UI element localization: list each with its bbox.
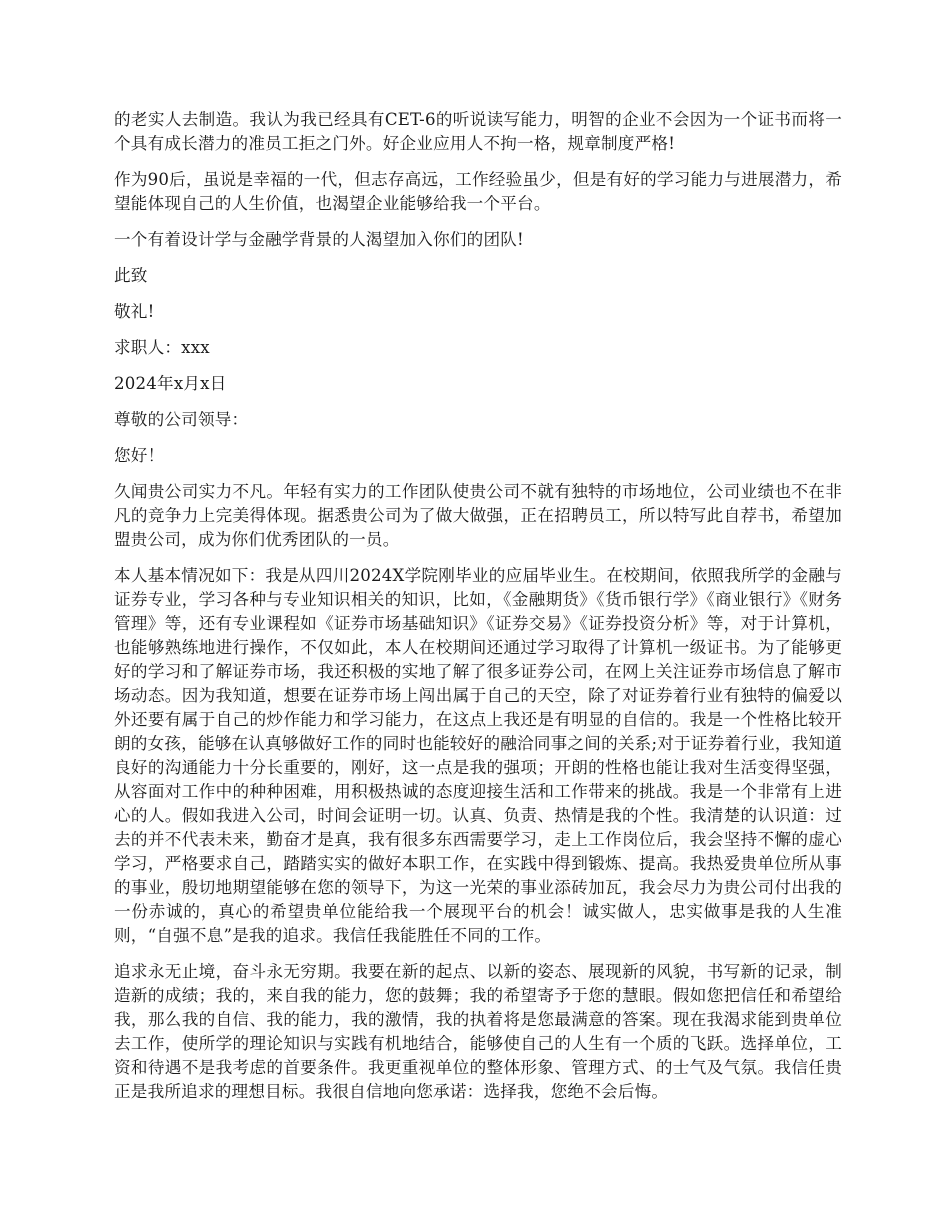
paragraph-design-finance: 一个有着设计学与金融学背景的人渴望加入你们的团队! [114,230,524,249]
document-page [114,108,842,1116]
letter-date: 2024年x月x日 [114,374,227,393]
paragraph-post90: 作为90后，虽说是幸福的一代，但志存高远，工作经验虽少，但是有好的学习能力与进展潜力，希望能体现自己的人生价值，也渴望企业能够给我一个平台。 [114,170,842,213]
salutation: 尊敬的公司领导： [114,410,249,429]
applicant-signature: 求职人：xxx [114,338,210,357]
paragraph-company-intro: 久闻贵公司实力不凡。年轻有实力的工作团队使贵公司不就有独特的市场地位，公司业绩也不在非凡的竞争力上完美得体现。据悉贵公司为了做大做强，正在招聘员工，所以特写此自荐书，希望加盟贵公司，成为你们优秀团队的一员。 [114,482,842,549]
greeting: 您好！ [114,446,165,465]
closing-jingli: 敬礼! [114,302,155,321]
closing-cizhi: 此致 [114,266,148,285]
paragraph-personal-background: 本人基本情况如下：我是从四川2024X学院刚毕业的应届毕业生。在校期间，依照我所学的金融与证券专业，学习各种与专业知识相关的知识，比如，《金融期货》《货币银行学》《商业银行》《财务管理》等，还有专业课程如《证券市场基础知识》《证券交易》《证券投资分析》等，对于计算机，也能够熟练地进行操作，不仅如此，本人在校期间还通过学习取得了计算机一级证书。为了能够更好的学习和了解证券市场，我还积极的实地了解了很多证券公司，在网上关注证券市场信息了解市场动态。因为我知道，想要在证券市场上闯出属于自己的天空，除了对证券着行业有独特的偏爱以外还要有属于自己的炒作能力和学习能力，在这点上我还是有明显的自信的。我是一个性格比较开朗的女孩，能够在认真够做好工作的同时也能较好的融洽同事之间的关系;对于证券着行业，我知道良好的沟通能力十分长重要的，刚好，这一点是我的强项；开朗的性格也能让我对生活变得坚强，从容面对工作中的种种困难，用积极热诚的态度迎接生活和工作带来的挑战。我是一个非常有上进心的人。假如我进入公司，时间会证明一切。认真、负责、热情是我的个性。我清楚的认识道：过去的并不代表未来，勤奋才是真，我有很多东西需要学习，走上工作岗位后，我会坚持不懈的虚心学习，严格要求自己，踏踏实实的做好本职工作，在实践中得到锻炼、提高。我热爱贵单位所从事的事业，殷切地期望能够在您的领导下，为这一光荣的事业添砖加瓦，我会尽力为贵公司付出我的一份赤诚的，真心的希望贵单位能给我一个展现平台的机会！诚实做人，忠实做事是我的人生准则，“自强不息”是我的追求。我信任我能胜任不同的工作。 [114,566,842,945]
paragraph-cet6: 的老实人去制造。我认为我已经具有CET-6的听说读写能力，明智的企业不会因为一个证书而将一个具有成长潜力的准员工拒之门外。好企业应用人不拘一格，规章制度严格! [114,110,842,153]
paragraph-pursuit: 追求永无止境，奋斗永无穷期。我要在新的起点、以新的姿态、展现新的风貌，书写新的记录，制造新的成绩；我的，来自我的能力，您的鼓舞；我的希望寄予于您的慧眼。假如您把信任和希望给我，那么我的自信、我的能力，我的激情，我的执着将是您最满意的答案。现在我渴求能到贵单位去工作，使所学的理论知识与实践有机地结合，能够使自己的人生有一个质的飞跃。选择单位，工资和待遇不是我考虑的首要条件。我更重视单位的整体形象、管理方式、的士气及气氛。我信任贵正是我所追求的理想目标。我很自信地向您承诺：选择我，您绝不会后悔。 [114,962,842,1101]
